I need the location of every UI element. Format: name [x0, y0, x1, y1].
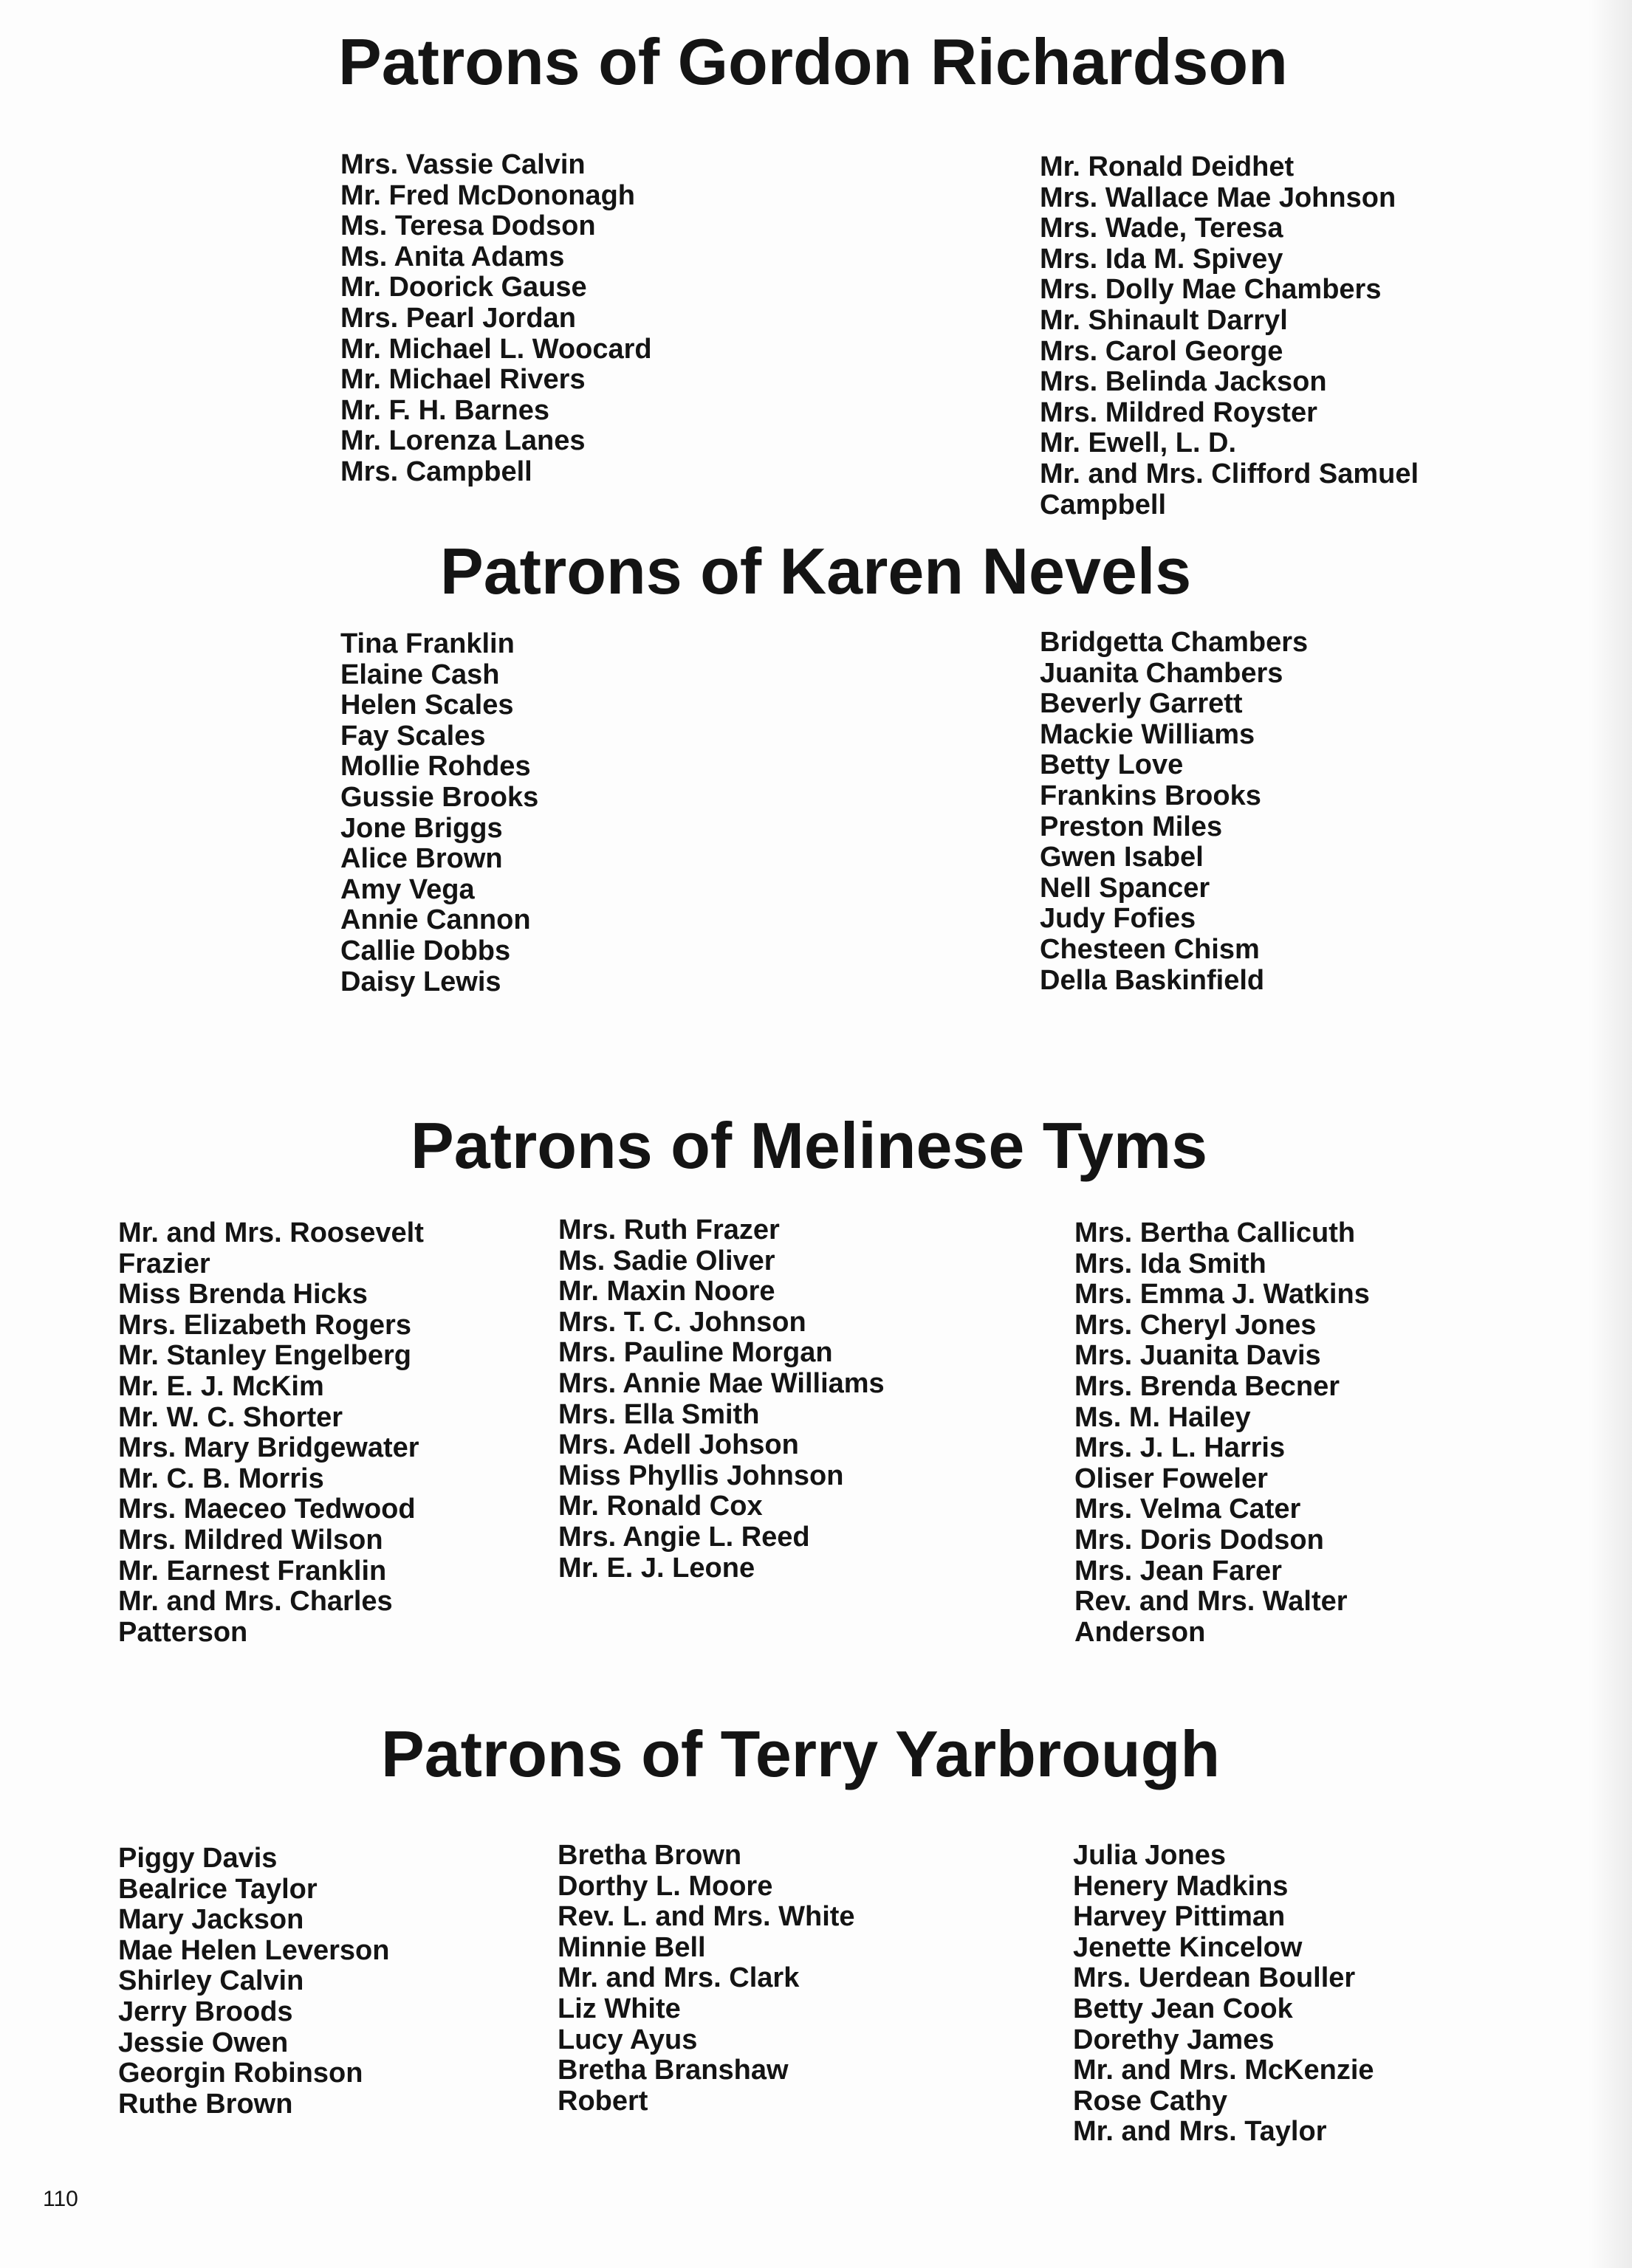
patron-name: Betty Jean Cook [1073, 1993, 1293, 2024]
patron-name: Mrs. Ruth Frazer [558, 1214, 780, 1245]
patron-name: Fay Scales [340, 720, 486, 752]
patron-name: Juanita Chambers [1040, 657, 1283, 689]
patron-name: Mr. Maxin Noore [558, 1276, 775, 1307]
patron-name: Mrs. Maeceo Tedwood [118, 1494, 416, 1525]
patron-name: Mrs. Velma Cater [1074, 1494, 1301, 1525]
patron-name: Mrs. Ella Smith [558, 1398, 760, 1430]
patron-name: Miss Brenda Hicks [118, 1279, 368, 1310]
patron-name: Della Baskinfield [1040, 964, 1265, 996]
patron-name: Mr. E. J. McKim [118, 1370, 324, 1402]
patron-name: Campbell [1040, 489, 1167, 520]
patron-name: Mrs. Mary Bridgewater [118, 1432, 419, 1464]
patron-name: Mrs. Bertha Callicuth [1074, 1217, 1356, 1248]
patron-name: Callie Dobbs [340, 935, 511, 966]
patron-name: Mrs. Doris Dodson [1074, 1524, 1324, 1556]
patron-name: Gwen Isabel [1040, 842, 1204, 873]
patron-name: Frankins Brooks [1040, 780, 1261, 811]
patron-name: Mr. E. J. Leone [558, 1552, 755, 1584]
patron-list-melinese-right [1074, 1218, 1370, 1648]
patron-name: Mr. C. B. Morris [118, 1463, 324, 1494]
patron-name: Mrs. Brenda Becner [1074, 1370, 1340, 1402]
patron-name: Mrs. Adell Johson [558, 1429, 799, 1461]
patron-name: Mr. Doorick Gause [340, 272, 587, 303]
patron-name: Daisy Lewis [340, 966, 501, 997]
patron-name: Mr. Fred McDononagh [340, 179, 635, 211]
patron-list-terry-right [1073, 1841, 1374, 2148]
patron-name: Ms. Teresa Dodson [340, 210, 596, 242]
patron-name: Mrs. Carol George [1040, 335, 1283, 367]
patron-name: Mollie Rohdes [340, 751, 531, 783]
patron-name: Frazier [118, 1248, 210, 1279]
patron-name: Mrs. Campbell [340, 456, 532, 487]
patron-name: Mr. and Mrs. McKenzie [1073, 2055, 1374, 2086]
patron-name: Mrs. Dolly Mae Chambers [1040, 274, 1382, 306]
patron-name: Bretha Branshaw [558, 2055, 789, 2086]
patron-name: Ruthe Brown [118, 2088, 293, 2120]
patron-name: Mrs. Wallace Mae Johnson [1040, 182, 1396, 213]
patron-name: Amy Vega [340, 873, 475, 905]
patron-name: Judy Fofies [1040, 903, 1196, 935]
patron-name: Ms. M. Hailey [1074, 1401, 1251, 1433]
patron-list-gordon-right [1040, 152, 1419, 520]
patron-name: Mrs. Angie L. Reed [558, 1521, 810, 1553]
patron-name: Mr. Lorenza Lanes [340, 425, 586, 457]
patron-name: Beverly Garrett [1040, 688, 1243, 720]
patron-name: Mr. Ronald Deidhet [1040, 151, 1295, 182]
patron-name: Mr. Shinault Darryl [1040, 304, 1288, 336]
patron-name: Jone Briggs [340, 812, 503, 844]
patron-name: Georgin Robinson [118, 2058, 363, 2089]
patron-name: Mr. and Mrs. Taylor [1073, 2116, 1327, 2148]
section-heading-terry-yarbrough: Patrons of Terry Yarbrough [381, 1717, 1221, 1790]
patron-list-melinese-left [118, 1218, 424, 1648]
patron-name: Mr. and Mrs. Charles [118, 1586, 393, 1618]
patron-name: Henery Madkins [1073, 1870, 1289, 1902]
patron-name: Mrs. Emma J. Watkins [1074, 1279, 1370, 1310]
patron-name: Mrs. Mildred Royster [1040, 396, 1317, 428]
patron-name: Mrs. Pearl Jordan [340, 302, 576, 334]
patron-name: Chesteen Chism [1040, 933, 1260, 965]
section-heading-gordon-richardson: Patrons of Gordon Richardson [338, 25, 1288, 98]
patron-name: Mary Jackson [118, 1904, 304, 1936]
patron-list-gordon-left [340, 150, 652, 488]
patron-name: Bretha Brown [558, 1840, 742, 1871]
patron-name: Bridgetta Chambers [1040, 627, 1309, 658]
patron-name: Mrs. Vassie Calvin [340, 149, 586, 180]
patron-name: Mr. and Mrs. Clark [558, 1962, 800, 1994]
patron-name: Mrs. Ida Smith [1074, 1248, 1266, 1279]
patron-name: Mackie Williams [1040, 718, 1255, 750]
patron-name: Jenette Kincelow [1073, 1931, 1303, 1963]
patron-name: Mrs. T. C. Johnson [558, 1306, 806, 1338]
patron-list-terry-middle [558, 1841, 855, 2117]
patron-name: Mrs. Ida M. Spivey [1040, 243, 1283, 275]
patron-name: Rev. L. and Mrs. White [558, 1901, 855, 1933]
patron-name: Mrs. Juanita Davis [1074, 1340, 1321, 1372]
patron-name: Mae Helen Leverson [118, 1934, 390, 1966]
patron-name: Robert [558, 2085, 648, 2117]
section-heading-melinese-tyms: Patrons of Melinese Tyms [411, 1109, 1208, 1182]
patron-name: Mrs. Jean Farer [1074, 1555, 1282, 1587]
patron-name: Anderson [1074, 1616, 1206, 1648]
patron-name: Oliser Foweler [1074, 1463, 1268, 1494]
patron-name: Annie Cannon [340, 904, 531, 936]
patron-name: Miss Phyllis Johnson [558, 1460, 844, 1491]
patron-name: Mrs. Belinda Jackson [1040, 366, 1327, 398]
patron-name: Mr. Michael L. Woocard [340, 333, 652, 365]
patron-name: Nell Spancer [1040, 872, 1210, 904]
patron-name: Minnie Bell [558, 1931, 706, 1963]
patron-name: Bealrice Taylor [118, 1873, 318, 1905]
patron-name: Betty Love [1040, 749, 1184, 781]
page-edge-shadow [1588, 0, 1632, 2268]
patron-name: Alice Brown [340, 843, 503, 875]
page-number: 110 [43, 2187, 78, 2211]
patron-name: Mrs. Mildred Wilson [118, 1524, 383, 1556]
patron-name: Mrs. J. L. Harris [1074, 1432, 1286, 1464]
patron-name: Ms. Sadie Oliver [558, 1245, 775, 1276]
patron-name: Mr. Ronald Cox [558, 1491, 763, 1522]
patron-list-terry-left [118, 1843, 389, 2120]
patron-name: Dorthy L. Moore [558, 1870, 773, 1902]
patron-name: Jerry Broods [118, 1996, 293, 2027]
section-heading-karen-nevels: Patrons of Karen Nevels [440, 535, 1192, 608]
patron-list-melinese-middle [558, 1215, 885, 1584]
patron-name: Mr. F. H. Barnes [340, 394, 549, 426]
patron-name: Shirley Calvin [118, 1965, 304, 1997]
patron-name: Patterson [118, 1616, 248, 1648]
patron-name: Mrs. Elizabeth Rogers [118, 1309, 411, 1341]
patron-name: Mrs. Uerdean Bouller [1073, 1962, 1356, 1994]
patron-name: Liz White [558, 1993, 681, 2024]
patron-name: Helen Scales [340, 690, 514, 721]
patron-name: Preston Miles [1040, 811, 1223, 842]
patron-name: Mr. Stanley Engelberg [118, 1340, 411, 1372]
patron-name: Ms. Anita Adams [340, 241, 565, 272]
patron-name: Mr. Earnest Franklin [118, 1555, 387, 1587]
patron-list-karen-right [1040, 628, 1308, 996]
patron-name: Mrs. Pauline Morgan [558, 1337, 833, 1369]
patron-name: Mr. W. C. Shorter [118, 1401, 343, 1433]
patron-name: Harvey Pittiman [1073, 1901, 1286, 1933]
patron-name: Mr. Michael Rivers [340, 364, 586, 396]
patron-name: Mr. and Mrs. Roosevelt [118, 1217, 424, 1248]
patron-name: Jessie Owen [118, 2027, 289, 2058]
patron-name: Mrs. Cheryl Jones [1074, 1309, 1317, 1341]
patron-list-karen-left [340, 629, 538, 997]
patron-name: Mrs. Annie Mae Williams [558, 1367, 885, 1399]
patron-name: Rose Cathy [1073, 2085, 1228, 2117]
patron-name: Mr. and Mrs. Clifford Samuel [1040, 458, 1419, 489]
patron-name: Piggy Davis [118, 1843, 278, 1874]
patron-name: Julia Jones [1073, 1840, 1226, 1871]
patron-name: Gussie Brooks [340, 781, 539, 813]
patron-name: Tina Franklin [340, 628, 515, 659]
patron-name: Elaine Cash [340, 659, 500, 690]
patron-name: Mrs. Wade, Teresa [1040, 213, 1283, 244]
patron-name: Mr. Ewell, L. D. [1040, 427, 1237, 459]
patron-name: Lucy Ayus [558, 2024, 698, 2055]
patron-name: Rev. and Mrs. Walter [1074, 1586, 1348, 1618]
patron-name: Dorethy James [1073, 2024, 1275, 2055]
